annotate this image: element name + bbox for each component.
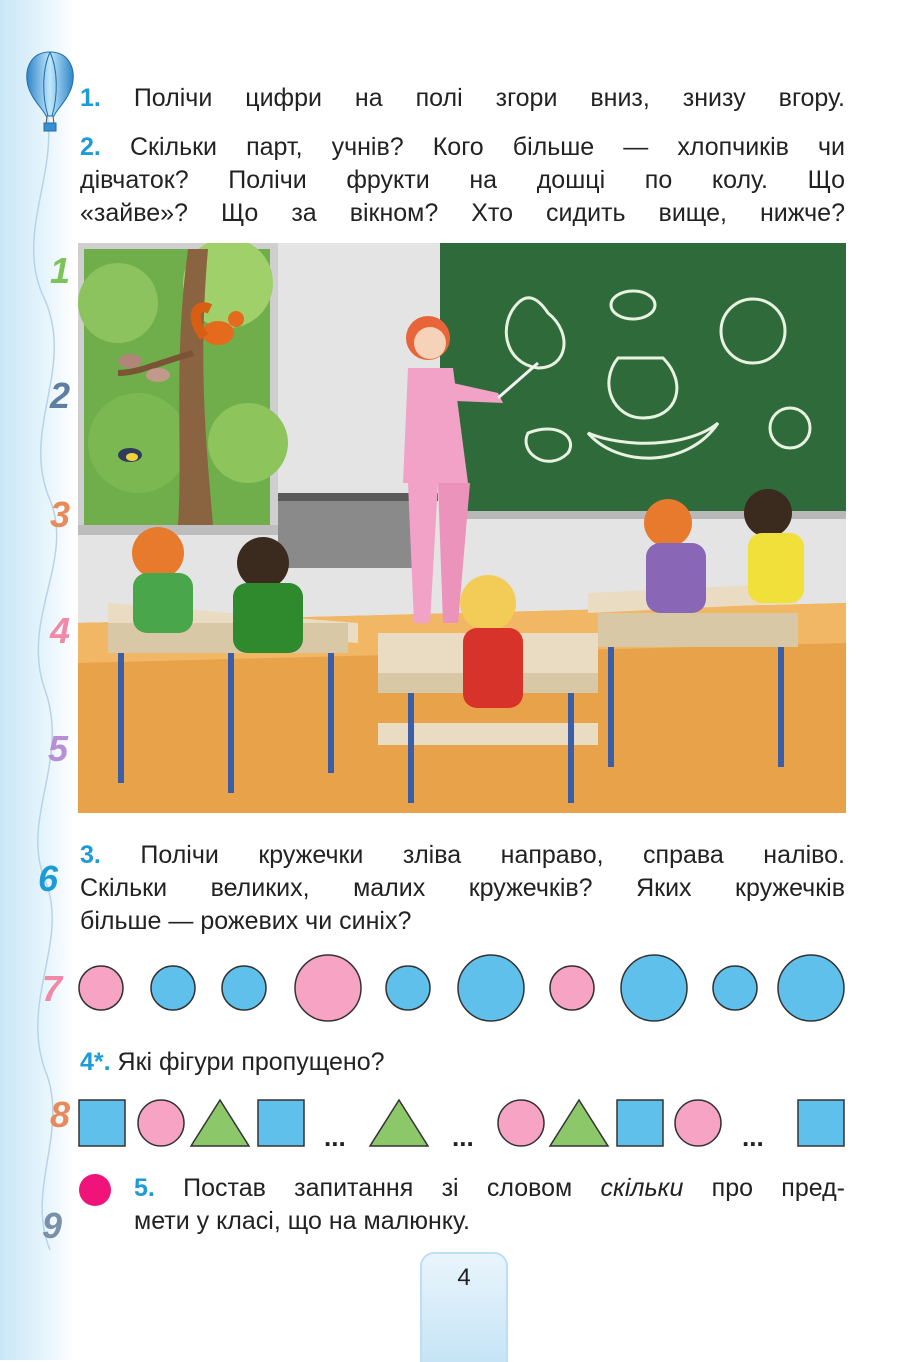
task-4-text: Які фігури пропущено? (117, 1048, 385, 1076)
circles-row (78, 950, 848, 1030)
shape-triangle-2 (370, 1100, 428, 1146)
side-number-4: 4 (50, 610, 71, 651)
classroom-illustration (78, 243, 846, 813)
shape-gap-1: ... (324, 1122, 346, 1152)
shape-triangle-3 (550, 1100, 608, 1146)
shape-circle-3 (675, 1100, 721, 1146)
task-3-line-1: Полічи кружечки зліва направо, справа наліво. (140, 841, 845, 869)
circle-3 (222, 966, 266, 1010)
side-number-3: 3 (50, 494, 71, 535)
task-5 (134, 1172, 845, 1238)
shape-square-4 (798, 1100, 844, 1146)
task-3-line-2: Скільки великих, малих кружечків? Яких кружечків (80, 874, 845, 902)
task-1 (80, 82, 845, 115)
side-number-2: 2 (50, 375, 71, 416)
circle-2 (151, 966, 195, 1010)
task-4 (80, 1046, 845, 1079)
circle-8 (621, 955, 687, 1021)
circle-5 (386, 966, 430, 1010)
page-number-tab (420, 1252, 508, 1362)
circle-1 (79, 966, 123, 1010)
shape-square-1 (79, 1100, 125, 1146)
side-number-6: 6 (38, 858, 59, 899)
shape-square-2 (258, 1100, 304, 1146)
window (78, 243, 288, 535)
task-5-text-before: Постав запитання зі словом (183, 1174, 601, 1202)
task-2 (80, 131, 845, 230)
shape-triangle-1 (191, 1100, 249, 1146)
task-3-line-3: більше — рожевих чи синіх? (80, 907, 412, 935)
shape-circle-1 (138, 1100, 184, 1146)
task-3-number: 3. (80, 841, 101, 869)
side-number-5: 5 (48, 728, 69, 769)
side-number-1: 1 (50, 250, 71, 291)
circle-9 (713, 966, 757, 1010)
side-number-8: 8 (50, 1094, 71, 1135)
balloon-icon (22, 50, 78, 134)
shape-gap-3: ... (742, 1122, 764, 1152)
task-2-line-3: «зайве»? Що за вікном? Хто сидить вище, нижче? (80, 199, 845, 227)
circle-6 (458, 955, 524, 1021)
task-4-number: 4*. (80, 1048, 111, 1076)
shapes-row (78, 1098, 848, 1158)
task-5-text-after: про пред- (683, 1174, 846, 1202)
task-1-text: Полічи цифри на полі згори вниз, знизу вгору. (133, 84, 845, 112)
circle-10 (778, 955, 844, 1021)
chalkboard (440, 243, 846, 519)
pink-marker-dot (79, 1174, 111, 1206)
side-number-7: 7 (42, 968, 63, 1009)
page-number: 4 (457, 1264, 471, 1291)
task-2-line-1: Скільки парт, учнів? Кого більше — хлопчиків чи (129, 133, 846, 161)
shape-circle-2 (498, 1100, 544, 1146)
task-5-number: 5. (134, 1174, 155, 1202)
side-wave-decoration (0, 0, 80, 1360)
task-3 (80, 839, 845, 938)
task-1-number: 1. (80, 84, 101, 112)
circle-4 (295, 955, 361, 1021)
task-2-line-2: дівчаток? Полічи фрукти на дошці по колу. Що (80, 166, 845, 194)
task-5-italic-word: скільки (600, 1174, 684, 1202)
task-5-line-2: мети у класі, що на малюнку. (134, 1207, 470, 1235)
task-2-number: 2. (80, 133, 101, 161)
circle-7 (550, 966, 594, 1010)
shape-gap-2: ... (452, 1122, 474, 1152)
shape-square-3 (617, 1100, 663, 1146)
side-number-9: 9 (42, 1205, 63, 1246)
